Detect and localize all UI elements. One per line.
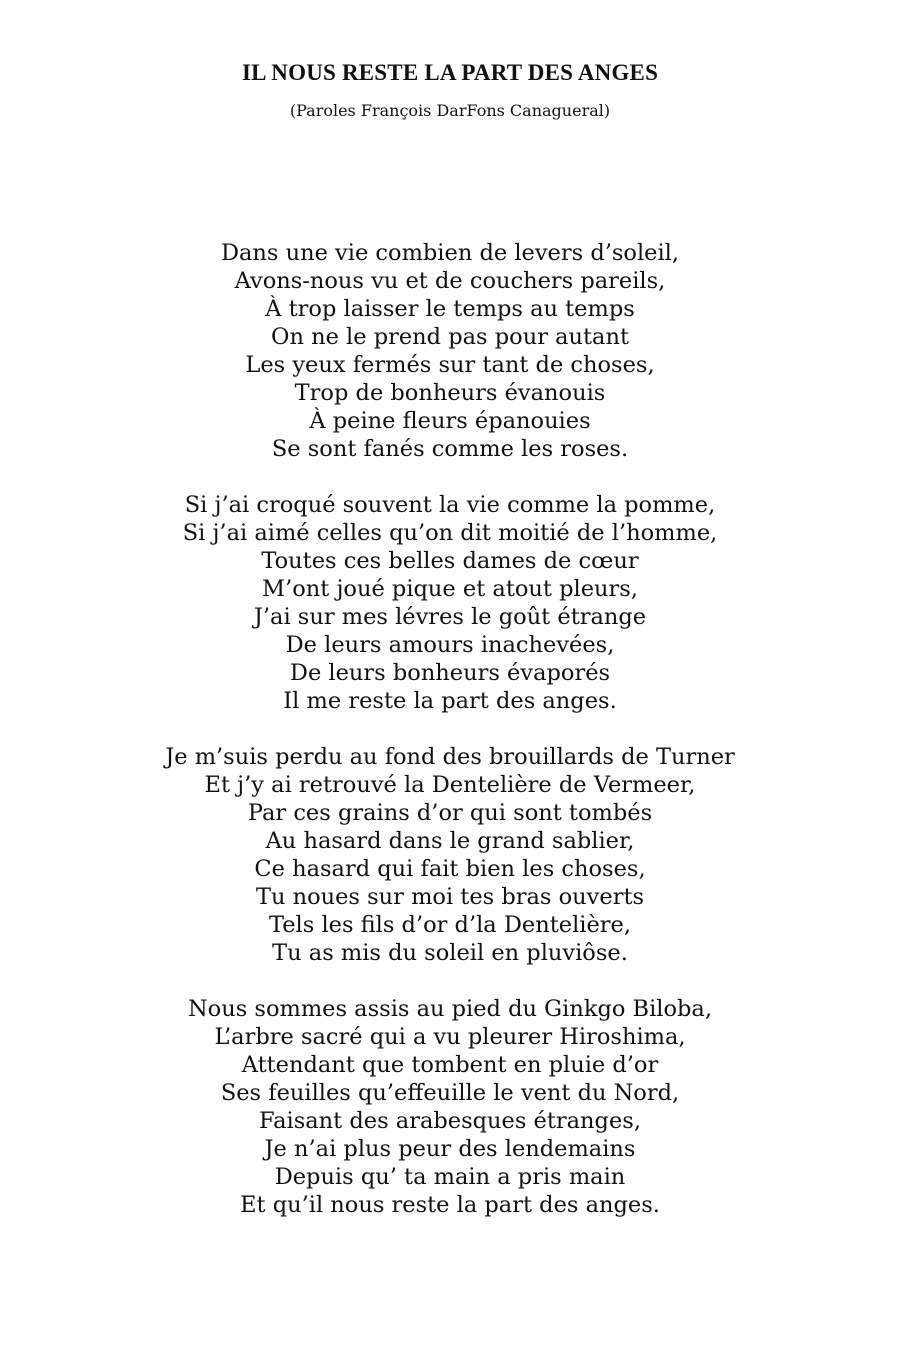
- verse-line: À trop laisser le temps au temps: [265, 296, 635, 322]
- verse-line: Tels les fils d’or d’la Dentelière,: [268, 912, 632, 938]
- verse-line: Par ces grains d’or qui sont tombés: [247, 800, 653, 826]
- verse-line: Dans une vie combien de levers d’soleil,: [220, 240, 680, 266]
- verse-line: De leurs bonheurs évaporés: [289, 660, 611, 686]
- verse-line: Depuis qu’ ta main a pris main: [274, 1164, 626, 1190]
- verse-line: J’ai sur mes lévres le goût étrange: [253, 604, 647, 630]
- poem-body: [0, 239, 900, 1247]
- stanza-4: [0, 995, 900, 1219]
- verse-line: Toutes ces belles dames de cœur: [261, 548, 639, 574]
- verse-line: Nous sommes assis au pied du Ginkgo Biloba,: [187, 996, 712, 1022]
- poem-author-credit: (Paroles François DarFons Canagueral): [289, 101, 611, 120]
- verse-line: Tu as mis du soleil en pluviôse.: [272, 940, 628, 966]
- verse-line: Si j’ai croqué souvent la vie comme la pomme,: [184, 492, 716, 518]
- verse-line: Se sont fanés comme les roses.: [271, 436, 629, 462]
- stanza-1: [0, 239, 900, 463]
- verse-line: Tu noues sur moi tes bras ouverts: [255, 884, 645, 910]
- verse-line: On ne le prend pas pour autant: [271, 324, 629, 350]
- poem-title: IL NOUS RESTE LA PART DES ANGES: [241, 60, 659, 85]
- verse-line: De leurs amours inachevées,: [285, 632, 615, 658]
- verse-line: Trop de bonheurs évanouis: [294, 380, 606, 406]
- verse-line: M’ont joué pique et atout pleurs,: [262, 576, 638, 602]
- verse-line: À peine fleurs épanouies: [309, 408, 591, 434]
- verse-line: Il me reste la part des anges.: [283, 688, 617, 714]
- verse-line: L’arbre sacré qui a vu pleurer Hiroshima,: [214, 1024, 686, 1050]
- verse-line: Faisant des arabesques étranges,: [259, 1108, 641, 1134]
- verse-line: Avons-nous vu et de couchers pareils,: [234, 268, 666, 294]
- verse-line: Ses feuilles qu’effeuille le vent du Nord,: [220, 1080, 680, 1106]
- verse-line: Si j’ai aimé celles qu’on dit moitié de l’homme,: [182, 520, 718, 546]
- stanza-3: [0, 743, 900, 967]
- verse-line: Attendant que tombent en pluie d’or: [241, 1052, 659, 1078]
- verse-line: Ce hasard qui fait bien les choses,: [254, 856, 646, 882]
- verse-line: Les yeux fermés sur tant de choses,: [245, 352, 655, 378]
- verse-line: Et j’y ai retrouvé la Dentelière de Vermeer,: [204, 772, 696, 798]
- verse-line: Je n’ai plus peur des lendemains: [264, 1136, 636, 1162]
- stanza-2: [0, 491, 900, 715]
- verse-line: Je m’suis perdu au fond des brouillards de Turner: [165, 744, 735, 770]
- verse-line: Au hasard dans le grand sablier,: [265, 828, 635, 854]
- verse-line: Et qu’il nous reste la part des anges.: [240, 1192, 660, 1218]
